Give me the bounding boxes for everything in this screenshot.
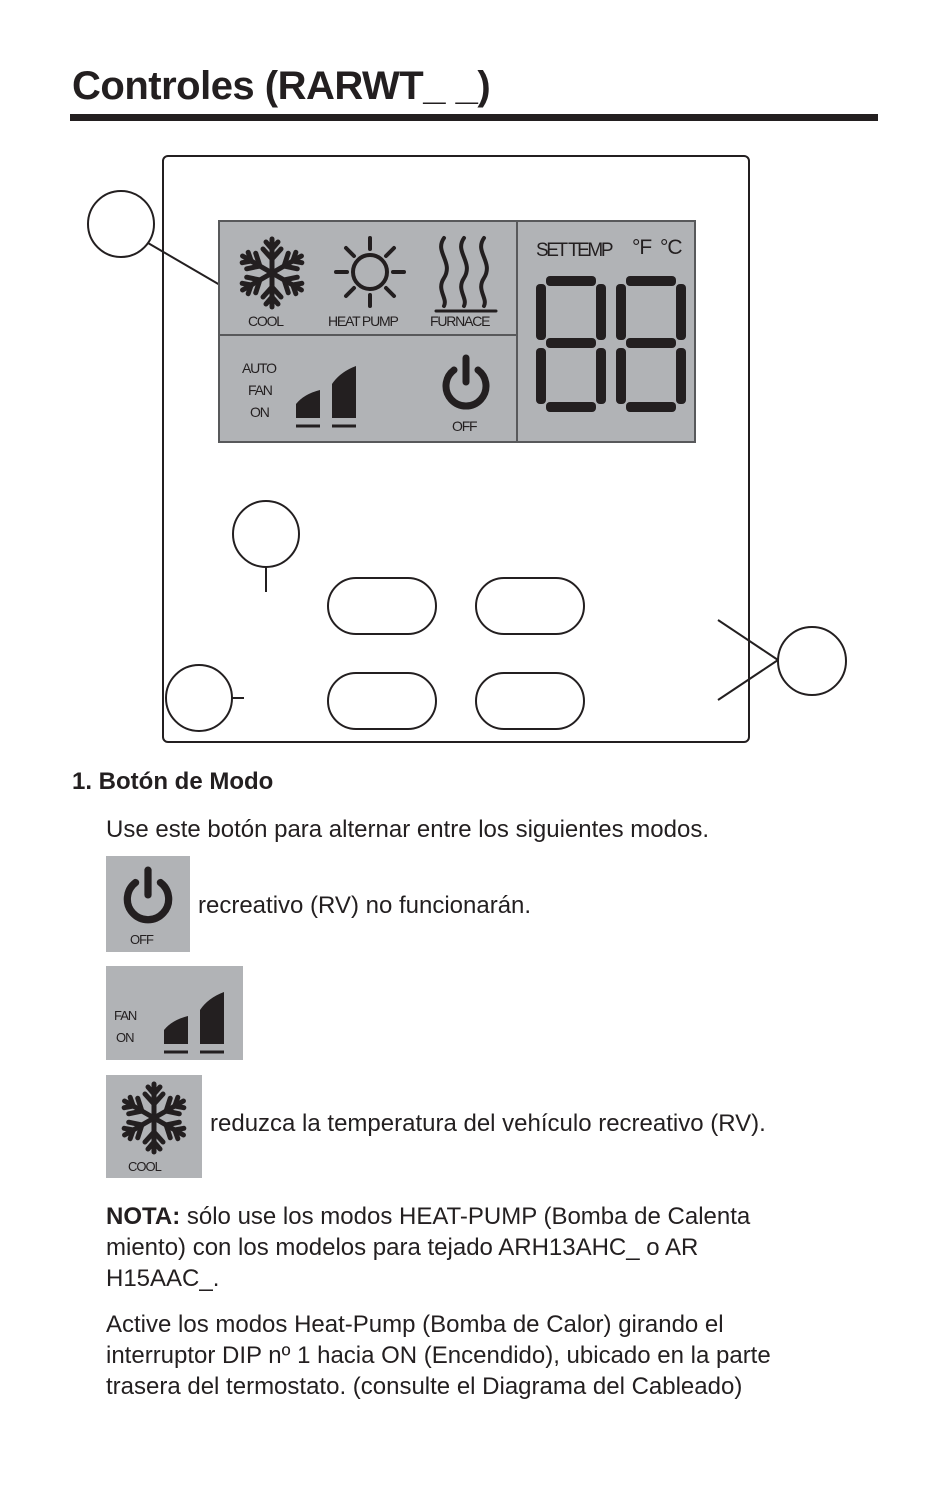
mode-cool-thumbnail (106, 1075, 202, 1178)
lcd-label-fan: FAN (248, 382, 272, 398)
thermostat-button-bottom-left[interactable] (327, 672, 437, 730)
snowflake-icon (116, 1079, 192, 1157)
lcd-label-set-temp: SET TEMP (536, 240, 612, 261)
paragraph-line-2: interruptor DIP nº 1 hacia ON (Encendido), ubicado en la parte (106, 1342, 771, 1369)
thermostat-button-bottom-right[interactable] (475, 672, 585, 730)
lcd-label-on: ON (250, 404, 269, 420)
power-icon (440, 354, 492, 414)
callout-circle-buttons (232, 500, 300, 568)
thermostat-button-top-left[interactable] (327, 577, 437, 635)
mode-off-description: recreativo (RV) no funcionarán. (198, 892, 532, 919)
thumb-label-cool: COOL (128, 1159, 161, 1174)
sun-icon (332, 234, 408, 310)
section-heading: 1. Botón de Modo (72, 768, 274, 795)
lcd-divider-horizontal (220, 334, 516, 336)
lcd-label-cool: COOL (248, 313, 283, 329)
snowflake-icon (234, 234, 310, 312)
lcd-label-unit-c: °C (660, 236, 682, 259)
note-line-1-text: sólo use los modos HEAT-PUMP (Bomba de Calenta (180, 1203, 751, 1230)
page-title: Controles (RARWT_ _) (72, 64, 491, 108)
thumb-label-fan: FAN (114, 1008, 137, 1023)
paragraph-line-3: trasera del termostato. (consulte el Diagrama del Cableado) (106, 1373, 743, 1400)
thermostat-button-top-right[interactable] (475, 577, 585, 635)
fan-level-icon (294, 364, 362, 430)
lcd-divider-vertical (516, 222, 518, 441)
lcd-label-heat-pump: HEAT PUMP (328, 313, 398, 329)
furnace-heat-waves-icon (432, 234, 502, 314)
callout-circle-right (777, 626, 847, 696)
note-line-2: miento) con los modelos para tejado ARH13AHC_ o AR (106, 1234, 699, 1261)
paragraph-line-1: Active los modos Heat-Pump (Bomba de Calor) girando el (106, 1311, 724, 1338)
lcd-label-off: OFF (452, 418, 477, 434)
note-line-3: H15AAC_. (106, 1265, 220, 1292)
lcd-label-furnace: FURNACE (430, 313, 490, 329)
lcd-display (218, 220, 696, 443)
mode-cool-description: reduzca la temperatura del vehículo recreativo (RV). (210, 1110, 766, 1137)
note-prefix: NOTA: (106, 1203, 181, 1230)
note-line-1 (106, 1201, 750, 1232)
mode-fan-thumbnail (106, 966, 243, 1060)
seven-segment-digits (532, 274, 692, 414)
fan-level-icon (162, 990, 230, 1056)
callout-circle-display (87, 190, 155, 258)
lcd-label-auto: AUTO (242, 360, 276, 376)
mode-off-thumbnail (106, 856, 190, 952)
callout-circle-left (165, 664, 233, 732)
lcd-label-unit-f: °F (632, 236, 652, 259)
power-icon (120, 866, 176, 928)
thumb-label-on: ON (116, 1030, 134, 1045)
thumb-label-off: OFF (130, 932, 153, 947)
section-intro: Use este botón para alternar entre los siguientes modos. (106, 816, 710, 843)
